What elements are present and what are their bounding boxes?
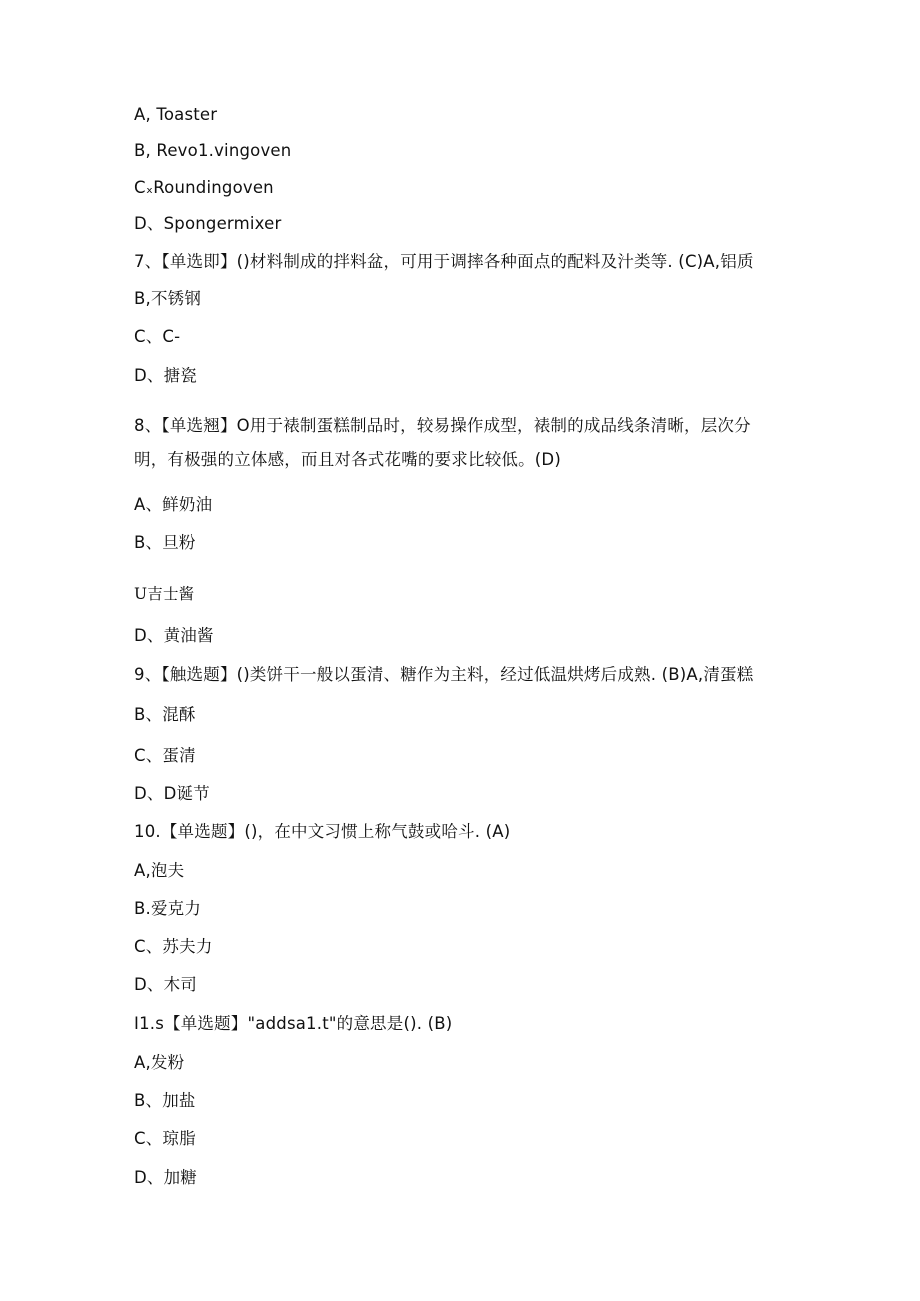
q9-option-d: D、D诞节 <box>134 784 210 803</box>
question-10: 10.【单选题】()，在中文习惯上称气鼓或哈斗. (A) <box>134 822 511 841</box>
question-7: 7、【单选即】()材料制成的拌料盆，可用于调摔各种面点的配料及汁类等. (C)A,铝质 <box>134 252 754 271</box>
q11-option-b: B、加盐 <box>134 1091 196 1110</box>
q8-option-b: B、旦粉 <box>134 533 196 552</box>
question-11: I1.s【单选题】"addsa1.t"的意思是(). (B) <box>134 1014 453 1033</box>
question-9: 9、【触选题】()类饼干一般以蛋清、糖作为主料，经过低温烘烤后成熟. (B)A,清蛋糕 <box>134 665 754 684</box>
q11-option-d: D、加糖 <box>134 1168 198 1187</box>
q8-option-a: A、鲜奶油 <box>134 495 213 514</box>
q10-option-b: B.爱克力 <box>134 899 202 918</box>
q11-option-c: C、琼脂 <box>134 1129 196 1148</box>
option-b-revolving-oven: B, Revo1.vingoven <box>134 141 292 160</box>
q10-option-a: A,泡夫 <box>134 861 185 880</box>
q11-option-a: A,发粉 <box>134 1053 185 1072</box>
option-a-toaster: A, Toaster <box>134 105 218 124</box>
q10-option-d: D、木司 <box>134 975 198 994</box>
q9-option-b: B、混酥 <box>134 705 196 724</box>
q7-option-b: B,不锈钢 <box>134 289 202 308</box>
q7-option-d: D、搪瓷 <box>134 366 198 385</box>
q8-option-d: D、黄油酱 <box>134 626 214 645</box>
q7-option-c: C、C- <box>134 327 181 346</box>
option-d-sponge-mixer: D、Spongermixer <box>134 214 282 233</box>
q10-option-c: C、苏夫力 <box>134 937 213 956</box>
question-8: 8、【单选翘】O用于裱制蛋糕制品时，较易操作成型，裱制的成品线条清晰，层次分明，有极强的立体感，而且对各式花嘴的要求比较低。(D) <box>134 416 751 469</box>
q9-option-c: C、蛋清 <box>134 746 196 765</box>
q8-option-c: U吉士酱 <box>134 585 195 603</box>
option-c-rounding-oven: CₓRoundingoven <box>134 178 274 197</box>
